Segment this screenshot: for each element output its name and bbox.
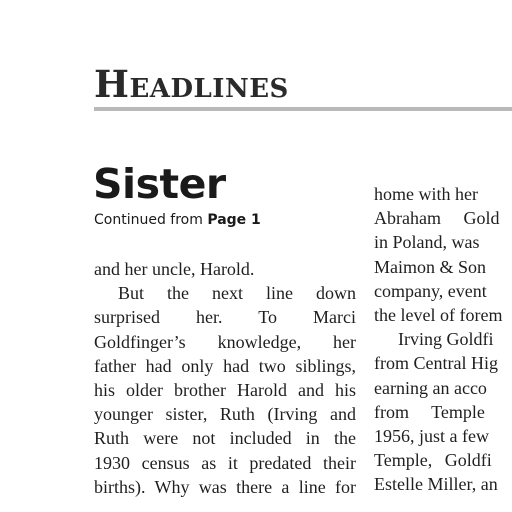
body-line: Abraham Gold [374,208,500,229]
body-line: and her uncle, Harold. [94,259,255,279]
body-line: earning an acco [374,377,487,398]
body-line: from Temple [374,401,485,422]
body-line: Maimon & Son [374,256,487,277]
body-line: Ruth were not included in the [94,428,356,449]
continuation-prefix: Continued from [94,212,208,228]
body-line: home with her [374,184,478,204]
body-line: surprised her. To Marci [94,307,356,328]
body-line: 1930 census as it predated their [94,452,356,473]
article-column-2 [374,182,512,496]
body-line: in Poland, was [374,232,480,253]
body-line: Irving Goldfi [398,329,494,350]
body-line: births). Why was there a line for [94,476,356,497]
body-line: father had only had two siblings, [94,355,356,376]
body-line: from Central Hig [374,353,498,374]
body-line: 1956, just a few [374,425,489,446]
article-headline: Sister [93,160,226,208]
continuation-note [94,211,261,229]
body-line: his older brother Harold and his [94,379,356,400]
continuation-page-link[interactable]: Page 1 [207,212,261,228]
body-line: younger sister, Ruth (Irving and [94,404,356,425]
body-line: Estelle Miller, an [374,474,498,495]
article-column-1 [94,257,356,499]
body-line: the level of forem [374,304,503,325]
body-line: Goldfinger’s knowledge, her [94,331,356,352]
body-line: company, event [374,280,487,301]
body-line: Temple, Goldfi [374,450,492,471]
section-title: Headlines [94,62,289,106]
body-line: But the next line down [118,283,356,304]
section-divider [94,107,512,111]
